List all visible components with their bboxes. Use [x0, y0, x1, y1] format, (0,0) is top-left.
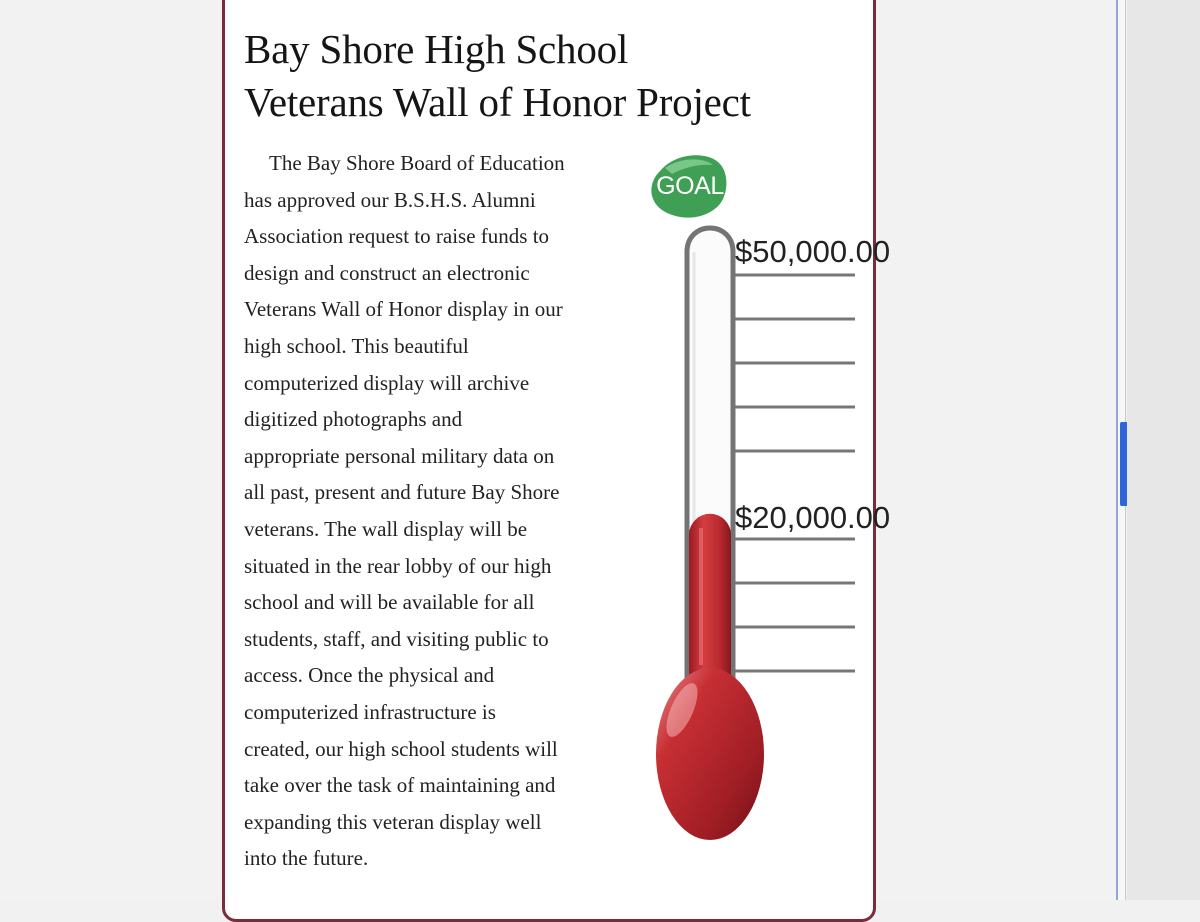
page-title [244, 23, 751, 129]
fundraising-thermometer [635, 150, 891, 870]
paragraph-line-16: computerized infrastructure is [244, 699, 496, 724]
paragraph-line-2: has approved our B.S.H.S. Alumni [244, 187, 536, 212]
paragraph-line-13: school and will be available for all [244, 590, 535, 615]
goal-badge-text: GOAL [656, 172, 724, 200]
paragraph-line-19: expanding this veteran display well [244, 809, 542, 834]
paragraph-line-4: design and construct an electronic [244, 260, 530, 285]
mercury-bulb [656, 668, 764, 840]
document-page [222, 0, 891, 922]
paragraph-line-3: Association request to raise funds to [244, 224, 550, 249]
paragraph-line-11: veterans. The wall display will be [244, 516, 528, 541]
thermometer-fill [656, 514, 764, 840]
paragraph-line-15: access. Once the physical and [244, 663, 495, 688]
side-gutter [1127, 0, 1200, 900]
paragraph-line-14: students, staff, and visiting public to [244, 626, 549, 651]
paragraph-line-1: The Bay Shore Board of Education [269, 151, 565, 175]
paragraph-line-17: created, our high school students will [244, 736, 558, 761]
paragraph-line-5: Veterans Wall of Honor display in our [244, 297, 563, 322]
paragraph-line-8: digitized photographs and [244, 407, 463, 432]
paragraph-line-6: high school. This beautiful [244, 333, 469, 358]
paragraph-line-20: into the future. [244, 846, 369, 871]
project-description [244, 145, 641, 877]
title-line-2: Veterans Wall of Honor Project [244, 79, 751, 125]
goal-amount-label: $50,000.00 [735, 234, 891, 269]
paragraph-line-10: all past, present and future Bay Shore [244, 480, 560, 505]
goal-badge [651, 155, 726, 217]
paragraph-line-9: appropriate personal military data on [244, 443, 555, 468]
current-amount-label: $20,000.00 [735, 500, 891, 535]
thermometer-labels [735, 234, 890, 535]
paragraph-line-18: take over the task of maintaining and [244, 773, 556, 798]
title-line-1: Bay Shore High School [244, 26, 629, 72]
paragraph-line-7: computerized display will archive [244, 370, 530, 395]
paragraph-line-12: situated in the rear lobby of our high [244, 553, 552, 578]
